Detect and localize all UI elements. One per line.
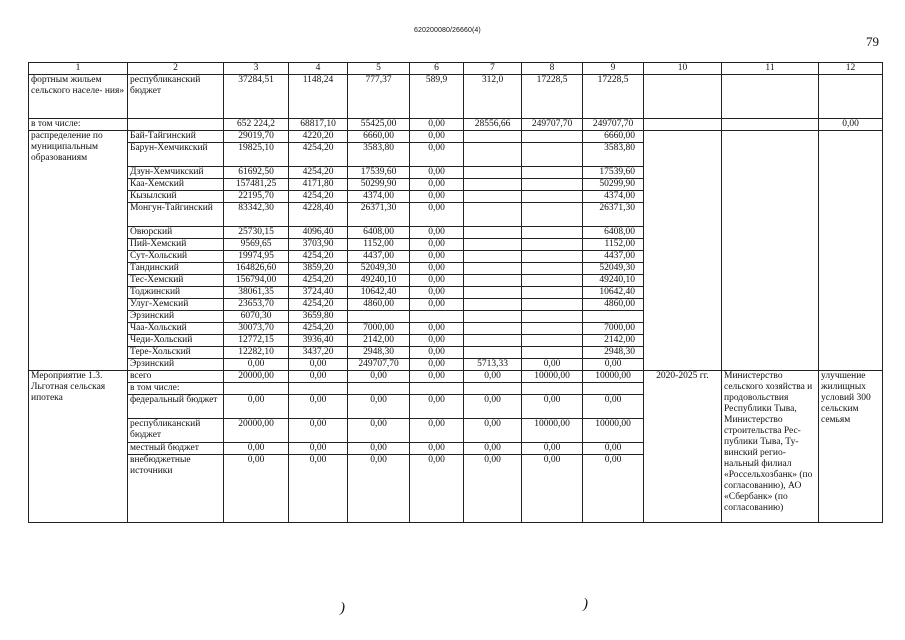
table-cell [522,239,583,251]
table-cell: 2948,30 [583,347,644,359]
table-cell: 4254,20 [289,191,348,203]
table-cell [464,347,522,359]
table-cell: Бай-Тайгинский [128,131,224,143]
table-cell: Тес-Хемский [128,275,224,287]
table-cell: 3659,80 [289,311,348,323]
table-cell: 20000,00 [224,419,289,443]
table-cell [410,311,464,323]
table-cell: 2020-2025 гг. [644,371,722,523]
table-cell: 6408,00 [583,227,644,239]
table-cell [464,287,522,299]
table-cell: 0,00 [410,287,464,299]
table-cell [722,131,819,371]
col-header: 2 [128,63,224,75]
table-cell: 0,00 [410,131,464,143]
table-cell [722,119,819,131]
col-header: 9 [583,63,644,75]
table-cell [464,239,522,251]
table-cell: Тандинский [128,263,224,275]
col-header: 3 [224,63,289,75]
table-row [29,371,883,383]
table-cell: 0,00 [410,251,464,263]
table-cell: Чаа-Хольский [128,323,224,335]
table-cell: 3936,40 [289,335,348,347]
table-cell: 0,00 [464,419,522,443]
col-header: 6 [410,63,464,75]
table-cell [464,179,522,191]
table-cell: 0,00 [464,371,522,383]
table-cell: 68817,10 [289,119,348,131]
table-cell [522,287,583,299]
col-header: 8 [522,63,583,75]
table-cell: 10000,00 [522,419,583,443]
table-row [29,119,883,131]
table-cell: 26371,30 [583,203,644,227]
table-cell: 1152,00 [348,239,410,251]
table-cell: 0,00 [819,119,883,131]
table-cell: 0,00 [522,359,583,371]
table-cell: Тоджинский [128,287,224,299]
table-cell: 3859,20 [289,263,348,275]
table-cell: 652 224,2 [224,119,289,131]
col-header: 10 [644,63,722,75]
table-cell: 4254,20 [289,251,348,263]
table-cell: 1152,00 [583,239,644,251]
table-cell: 52049,30 [348,263,410,275]
table-cell: 0,00 [289,395,348,419]
table-cell: 19974,95 [224,251,289,263]
table-cell: 38061,35 [224,287,289,299]
table-cell: Овюрский [128,227,224,239]
table-cell: 4171,80 [289,179,348,191]
table-cell [522,335,583,347]
table-cell: 0,00 [224,395,289,419]
table-cell [464,299,522,311]
table-cell [464,335,522,347]
table-cell [522,251,583,263]
table-cell: 0,00 [410,443,464,455]
table-cell: Дзун-Хемчикский [128,167,224,179]
col-header: 7 [464,63,522,75]
table-cell: 3437,20 [289,347,348,359]
table-cell: 0,00 [410,119,464,131]
table-cell: 0,00 [583,443,644,455]
table-cell: 777,37 [348,75,410,119]
table-cell: улучшение жилищных условий 300 сельским семьям [819,371,883,523]
table-cell: Чеди-Хольский [128,335,224,347]
table-cell [522,263,583,275]
table-cell: 83342,30 [224,203,289,227]
table-cell [464,323,522,335]
table-cell: местный бюджет [128,443,224,455]
table-cell: 0,00 [410,347,464,359]
table-cell: 0,00 [410,299,464,311]
table-cell: 0,00 [224,443,289,455]
table-cell: 4254,20 [289,275,348,287]
table-cell: 10000,00 [583,419,644,443]
table-cell: 249707,70 [583,119,644,131]
table-cell [522,347,583,359]
table-cell: 17228,5 [522,75,583,119]
table-cell: Эрзинский [128,311,224,323]
table-cell: 0,00 [410,419,464,443]
table-cell [464,131,522,143]
table-cell: 0,00 [522,455,583,523]
table-cell: 0,00 [348,395,410,419]
table-cell [289,383,348,395]
table-cell: 0,00 [464,455,522,523]
table-cell: 37284,51 [224,75,289,119]
table-cell: 25730,15 [224,227,289,239]
table-cell: 0,00 [410,263,464,275]
table-cell [644,75,722,119]
table-cell [464,191,522,203]
table-cell: 7000,00 [348,323,410,335]
table-cell: 10000,00 [583,371,644,383]
table-cell [522,383,583,395]
table-cell: республиканский бюджет [128,419,224,443]
table-cell: 6070,30 [224,311,289,323]
table-cell: 0,00 [410,323,464,335]
table-cell: 28556,66 [464,119,522,131]
table-cell [722,75,819,119]
table-cell [522,167,583,179]
table-cell: 0,00 [410,203,464,227]
table-cell: 164826,60 [224,263,289,275]
header-row [29,63,883,75]
table-cell: 7000,00 [583,323,644,335]
table-cell: 61692,50 [224,167,289,179]
table-cell [224,383,289,395]
table-cell: 1148,24 [289,75,348,119]
table-cell: 0,00 [583,359,644,371]
table-cell: 4254,20 [289,299,348,311]
table-cell: 0,00 [348,419,410,443]
table-cell [522,143,583,167]
table-cell: всего [128,371,224,383]
table-cell: 0,00 [289,359,348,371]
table-cell [522,323,583,335]
table-cell: 0,00 [522,443,583,455]
table-cell [522,203,583,227]
table-cell: Монгун-Тайгинский [128,203,224,227]
table-cell [644,119,722,131]
table-cell [583,311,644,323]
table-cell [819,75,883,119]
col-header: 12 [819,63,883,75]
table-cell: 4254,20 [289,323,348,335]
table-cell: 10000,00 [522,371,583,383]
table-cell: 6660,00 [348,131,410,143]
page-number: 79 [866,34,879,49]
table-cell: 0,00 [410,143,464,167]
table-cell [128,119,224,131]
table-cell: Каа-Хемский [128,179,224,191]
table-cell: 29019,70 [224,131,289,143]
table-cell: 249707,70 [522,119,583,131]
table-cell: 0,00 [410,371,464,383]
table-row [29,75,883,119]
table-cell: 0,00 [289,443,348,455]
table-cell: 0,00 [410,359,464,371]
table-cell [464,383,522,395]
table-cell: 0,00 [289,455,348,523]
table-cell: 4254,20 [289,167,348,179]
table-cell: 4096,40 [289,227,348,239]
table-cell: 49240,10 [348,275,410,287]
table-cell [464,251,522,263]
table-cell: 2948,30 [348,347,410,359]
table-cell: 0,00 [583,455,644,523]
table-cell: 17539,60 [348,167,410,179]
table-cell: 30073,70 [224,323,289,335]
table-cell: 10642,40 [583,287,644,299]
table-cell: 0,00 [410,227,464,239]
table-cell: Тере-Хольский [128,347,224,359]
table-cell [348,383,410,395]
table-cell: 0,00 [410,455,464,523]
table-cell: Министерство сельского хозяйства и продовольствия Республики Тыва, Министерство строительства Рес- публики Тыва, Ту- винский регио- нальный филиал «Россельхозбанк» (по согласованию), АО «Сбербанк» (по согласованию) [722,371,819,523]
table-cell: Барун-Хемчикский [128,143,224,167]
table-cell: республиканский бюджет [128,75,224,119]
col-header: 1 [29,63,128,75]
table-cell: 0,00 [522,395,583,419]
table-cell: 17539,60 [583,167,644,179]
table-cell: 4437,00 [583,251,644,263]
table-cell: 4374,00 [348,191,410,203]
table-cell: 3724,40 [289,287,348,299]
document-number: 620200080/26660(4) [414,27,481,34]
table-cell: 589,9 [410,75,464,119]
table-cell: 4254,20 [289,143,348,167]
table-cell: 156794,00 [224,275,289,287]
table-cell: в том числе: [29,119,128,131]
table-cell: 0,00 [348,455,410,523]
table-cell: 2142,00 [583,335,644,347]
table-cell: 50299,90 [348,179,410,191]
table-cell: 20000,00 [224,371,289,383]
table-cell [464,167,522,179]
table-cell: 2142,00 [348,335,410,347]
table-cell [522,179,583,191]
table-cell: 19825,10 [224,143,289,167]
table-cell: 5713,33 [464,359,522,371]
table-cell: 23653,70 [224,299,289,311]
table-cell: 249707,70 [348,359,410,371]
table-cell: 0,00 [348,443,410,455]
table-cell: 49240,10 [583,275,644,287]
table-cell: в том числе: [128,383,224,395]
table-cell [522,191,583,203]
table-cell: 4228,40 [289,203,348,227]
budget-table [28,62,883,523]
table-cell: 12772,15 [224,335,289,347]
table-cell: 0,00 [464,443,522,455]
table-cell: 6408,00 [348,227,410,239]
table-cell: 0,00 [410,191,464,203]
table-cell: 17228,5 [583,75,644,119]
handwritten-mark: ) [583,596,588,612]
table-cell [464,203,522,227]
table-cell: распределение по муниципальным образованиям [29,131,128,371]
table-cell [522,299,583,311]
table-cell [522,227,583,239]
table-cell: 9569,65 [224,239,289,251]
table-cell: 55425,00 [348,119,410,131]
table-cell: фортным жильем сельского населе- ния» [29,75,128,119]
table-cell: 0,00 [289,371,348,383]
table-cell: Пий-Хемский [128,239,224,251]
table-cell: 0,00 [410,395,464,419]
table-cell: 157481,25 [224,179,289,191]
table-cell: 3703,90 [289,239,348,251]
table-cell [410,383,464,395]
table-cell [464,227,522,239]
table-cell: 0,00 [224,359,289,371]
table-cell [464,275,522,287]
table-cell: федеральный бюджет [128,395,224,419]
table-cell [464,143,522,167]
table-cell: 312,0 [464,75,522,119]
table-cell: 4860,00 [348,299,410,311]
table-cell [464,263,522,275]
table-cell: 0,00 [410,239,464,251]
handwritten-mark: ) [340,600,345,616]
table-cell: 0,00 [289,419,348,443]
table-cell [464,311,522,323]
table-cell: 4374,00 [583,191,644,203]
table-cell: 12282,10 [224,347,289,359]
table-cell [522,311,583,323]
table-cell: 4860,00 [583,299,644,311]
table-cell: 4437,00 [348,251,410,263]
table-cell [522,275,583,287]
table-cell: 10642,40 [348,287,410,299]
table-cell: 4220,20 [289,131,348,143]
col-header: 5 [348,63,410,75]
col-header: 11 [722,63,819,75]
table-cell: 0,00 [464,395,522,419]
col-header: 4 [289,63,348,75]
table-cell: Кызылский [128,191,224,203]
table-cell: 0,00 [583,395,644,419]
table-row [29,131,883,143]
table-cell: Эрзинский [128,359,224,371]
table-cell: 0,00 [410,335,464,347]
table-cell: 0,00 [410,275,464,287]
table-cell: Улуг-Хемский [128,299,224,311]
table-cell: 0,00 [410,167,464,179]
table-cell: Сут-Хольский [128,251,224,263]
table-cell [583,383,644,395]
table-cell: 52049,30 [583,263,644,275]
table-cell: 3583,80 [348,143,410,167]
table-cell: 22195,70 [224,191,289,203]
table-cell: 0,00 [224,455,289,523]
table-cell [348,311,410,323]
table-cell: Мероприятие 1.3. Льготная сельская ипотека [29,371,128,523]
table-cell: 3583,80 [583,143,644,167]
table-cell: 50299,90 [583,179,644,191]
table-cell: 6660,00 [583,131,644,143]
table-cell: 26371,30 [348,203,410,227]
table-cell [644,131,722,371]
table-cell [522,131,583,143]
table-cell: 0,00 [348,371,410,383]
table-cell: 0,00 [410,179,464,191]
table-cell [819,131,883,371]
table-cell: внебюджетные источники [128,455,224,523]
